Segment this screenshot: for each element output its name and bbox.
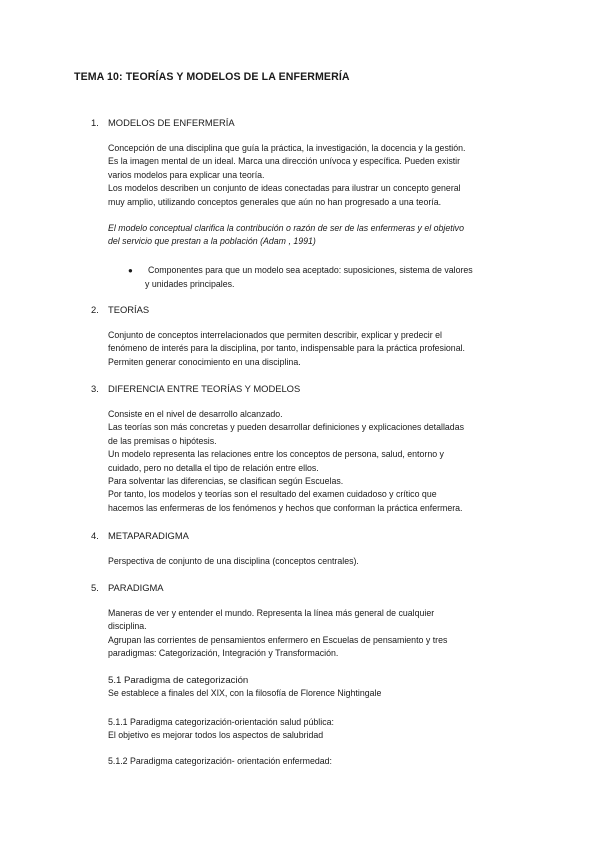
section-heading-teorias: [91, 304, 149, 315]
text-line: paradigmas: Categorización, Integración y Transformación.: [108, 648, 339, 659]
text-line: Por tanto, los modelos y teorías son el resultado del examen cuidadoso y crítico que: [108, 489, 437, 500]
section-title: METAPARADIGMA: [108, 530, 189, 541]
text-line: cuidado, pero no detalla el tipo de relación entre ellos.: [108, 462, 319, 473]
quote-modelo-conceptual: [108, 222, 523, 249]
section-heading-paradigma: [91, 582, 164, 593]
bullet-text: Componentes para que un modelo sea aceptado: suposiciones, sistema de valores: [148, 265, 473, 275]
text-line: Las teorías son más concretas y pueden desarrollar definiciones y explicaciones detalladas: [108, 422, 464, 433]
subsection-5-1-1: [108, 716, 334, 743]
paragraph-paradigma: [108, 607, 523, 661]
subsection-title: 5.1.2 Paradigma categorización- orientación enfermedad:: [108, 756, 332, 766]
text-line: fenómeno de interés para la disciplina, por tanto, indispensable para la práctica profesional.: [108, 343, 465, 354]
text-line: Es la imagen mental de un ideal. Marca una dirección unívoca y específica. Pueden existir: [108, 156, 461, 167]
section-number: 5.: [91, 582, 99, 593]
subsection-5-1: [108, 674, 381, 701]
text-line: de las premisas o hipótesis.: [108, 435, 217, 446]
text-line: El modelo conceptual clarifica la contribución o razón de ser de las enfermeras y el objetivo: [108, 223, 464, 233]
section-heading-modelos: [91, 117, 235, 128]
subsection-title: 5.1.1 Paradigma categorización-orientación salud pública:: [108, 717, 334, 727]
text-line: Para solventar las diferencias, se clasifican según Escuelas.: [108, 475, 344, 486]
bullet-icon: ●: [128, 266, 133, 275]
paragraph-metaparadigma: [108, 555, 523, 568]
bullet-text: y unidades principales.: [145, 279, 235, 289]
section-heading-diferencia: [91, 383, 300, 394]
text-line: Agrupan las corrientes de pensamientos enfermero en Escuelas de pensamiento y tres: [108, 634, 448, 645]
section-number: 4.: [91, 530, 99, 541]
subsection-5-1-2: [108, 755, 332, 768]
text-line: hacemos las enfermeras de los fenómenos y hechos que conforman la práctica enfermera.: [108, 502, 463, 513]
subsection-text: Se establece a finales del XIX, con la filosofía de Florence Nightingale: [108, 688, 382, 699]
section-number: 2.: [91, 304, 99, 315]
text-line: varios modelos para explicar una teoría.: [108, 169, 265, 180]
text-line: Perspectiva de conjunto de una disciplina (conceptos centrales).: [108, 556, 359, 566]
section-title: PARADIGMA: [108, 582, 164, 593]
paragraph-modelos: [108, 142, 523, 209]
text-line: muy amplio, utilizando conceptos generales que aún no han progresado a una teoría.: [108, 196, 442, 207]
text-line: Conjunto de conceptos interrelacionados que permiten describir, explicar y predecir el: [108, 330, 442, 340]
paragraph-teorias: [108, 329, 523, 369]
paragraph-diferencia: [108, 408, 523, 515]
section-number: 1.: [91, 117, 99, 128]
text-line: Consiste en el nivel de desarrollo alcanzado.: [108, 409, 283, 419]
section-title: DIFERENCIA ENTRE TEORÍAS Y MODELOS: [108, 383, 301, 394]
section-title: TEORÍAS: [108, 304, 150, 315]
text-line: Concepción de una disciplina que guía la práctica, la investigación, la docencia y la gestión.: [108, 143, 466, 153]
subsection-text: El objetivo es mejorar todos los aspectos de salubridad: [108, 730, 324, 741]
section-number: 3.: [91, 383, 99, 394]
section-heading-metaparadigma: [91, 530, 189, 541]
subsection-title: 5.1 Paradigma de categorización: [108, 675, 249, 686]
text-line: Un modelo representa las relaciones entre los conceptos de persona, salud, entorno y: [108, 449, 444, 460]
document-title: TEMA 10: TEORÍAS Y MODELOS DE LA ENFERMERÍA: [74, 71, 350, 83]
text-line: Maneras de ver y entender el mundo. Representa la línea más general de cualquier: [108, 608, 435, 618]
text-line: Los modelos describen un conjunto de ideas conectadas para ilustrar un concepto general: [108, 183, 461, 194]
text-line: del servicio que prestan a la población (Adam , 1991): [108, 236, 316, 247]
text-line: disciplina.: [108, 621, 147, 632]
section-title: MODELOS DE ENFERMERÍA: [108, 117, 235, 128]
text-line: Permiten generar conocimiento en una disciplina.: [108, 356, 301, 367]
